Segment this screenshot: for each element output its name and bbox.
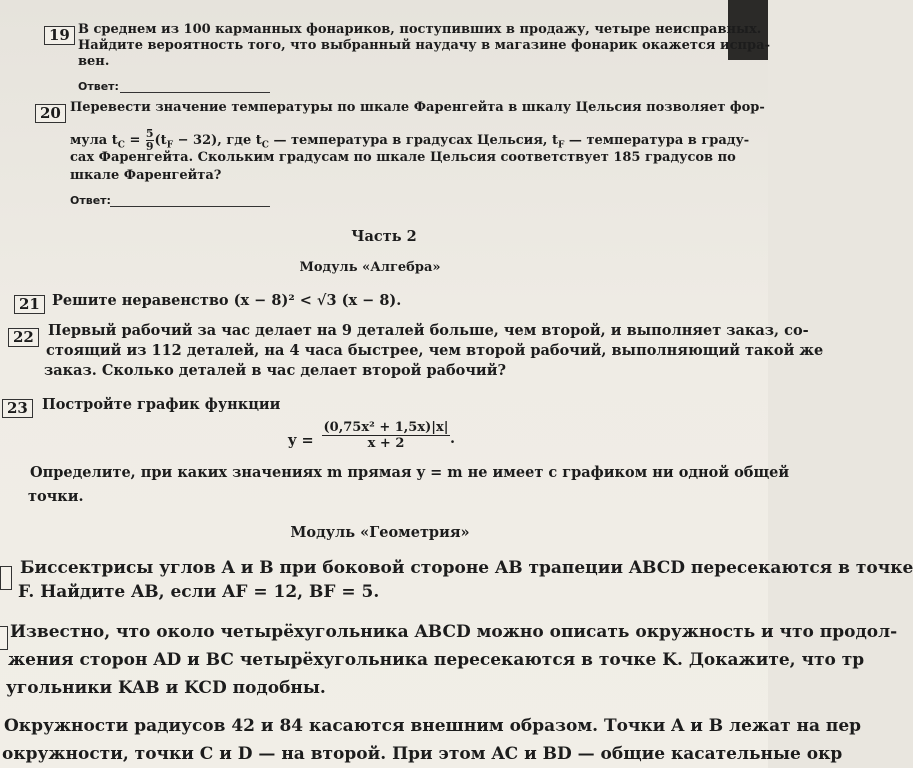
task-19-line2: Найдите вероятность того, что выбранный наудачу в магазине фонарик окажется испра- [78,38,770,53]
task-22-line1: Первый рабочий за час делает на 9 деталей больше, чем второй, и выполняет заказ, со- [48,322,809,339]
task-24-number-box [0,566,12,590]
task-23-line3: точки. [28,488,84,505]
task-23-fraction-denominator: x + 2 [322,435,450,451]
task-25-line2: жения сторон AD и BC четырёхугольника пересекаются в точке K. Докажите, что тр [8,650,865,670]
task-26-line1: Окружности радиусов 42 и 84 касаются внешним образом. Точки A и B лежат на пер [4,716,862,736]
module-algebra-heading: Модуль «Алгебра» [299,260,441,275]
task-23-dot: . [450,430,456,447]
task-24-line1: Биссектрисы углов A и B при боковой стороне AB трапеции ABCD пересекаются в точке [20,558,913,578]
task-20-line4: шкале Фаренгейта? [70,168,222,183]
task-20-number: 20 [35,104,66,123]
task-22-line3: заказ. Сколько деталей в час делает второй рабочий? [44,362,506,379]
task-20-answer-label: Ответ: [70,194,111,207]
task-20-line3: сах Фаренгейта. Скольким градусам по шкале Цельсия соответствует 185 градусов по [70,150,736,165]
task-20-line1: Перевести значение температуры по шкале Фаренгейта в шкалу Цельсия позволяет фор- [70,100,765,115]
task-23-number: 23 [2,399,33,418]
task-25-line1: Известно, что около четырёхугольника ABCD можно описать окружность и что продол- [10,622,898,642]
task-26-line2: окружности, точки C и D — на второй. При этом AC и BD — общие касательные окр [2,744,843,764]
task-23-line2: Определите, при каких значениях m прямая y = m не имеет с графиком ни одной общей [30,464,790,481]
task-21-number: 21 [14,295,45,314]
task-19-answer-line[interactable] [120,91,270,93]
task-21-text: Решите неравенство (x − 8)² < √3 (x − 8). [52,292,402,309]
task-24-line2: F. Найдите AB, если AF = 12, BF = 5. [18,582,380,602]
task-20-answer-line[interactable] [110,205,270,207]
task-19-line3: вен. [78,54,110,69]
task-23-fraction-numerator: (0,75x² + 1,5x)|x| [323,420,449,435]
task-22-line2: стоящий из 112 деталей, на 4 часа быстрее, чем второй рабочий, выполняющий такой же [46,342,824,359]
task-23-line1: Постройте график функции [42,396,281,413]
task-23-y-equals: y = [288,432,314,449]
task-25-line3: угольники KAB и KCD подобны. [6,678,326,698]
task-22-number: 22 [8,328,39,347]
task-19-number: 19 [44,26,75,45]
task-25-number-box [0,626,8,650]
part-2-title: Часть 2 [351,228,417,245]
task-19-line1: В среднем из 100 карманных фонариков, поступивших в продажу, четыре неисправных. [78,22,762,37]
task-19-answer-label: Ответ: [78,80,119,93]
task-23-fraction [322,420,450,451]
task-20-line2: мула $t_C$ = $\frac{5}{9}$ $(t_F - 32)$, где $t_C$ — температура в градусах Цельсия, $t_F$ — температура в граду- [70,127,750,153]
module-geometry-heading: Модуль «Геометрия» [290,524,470,541]
